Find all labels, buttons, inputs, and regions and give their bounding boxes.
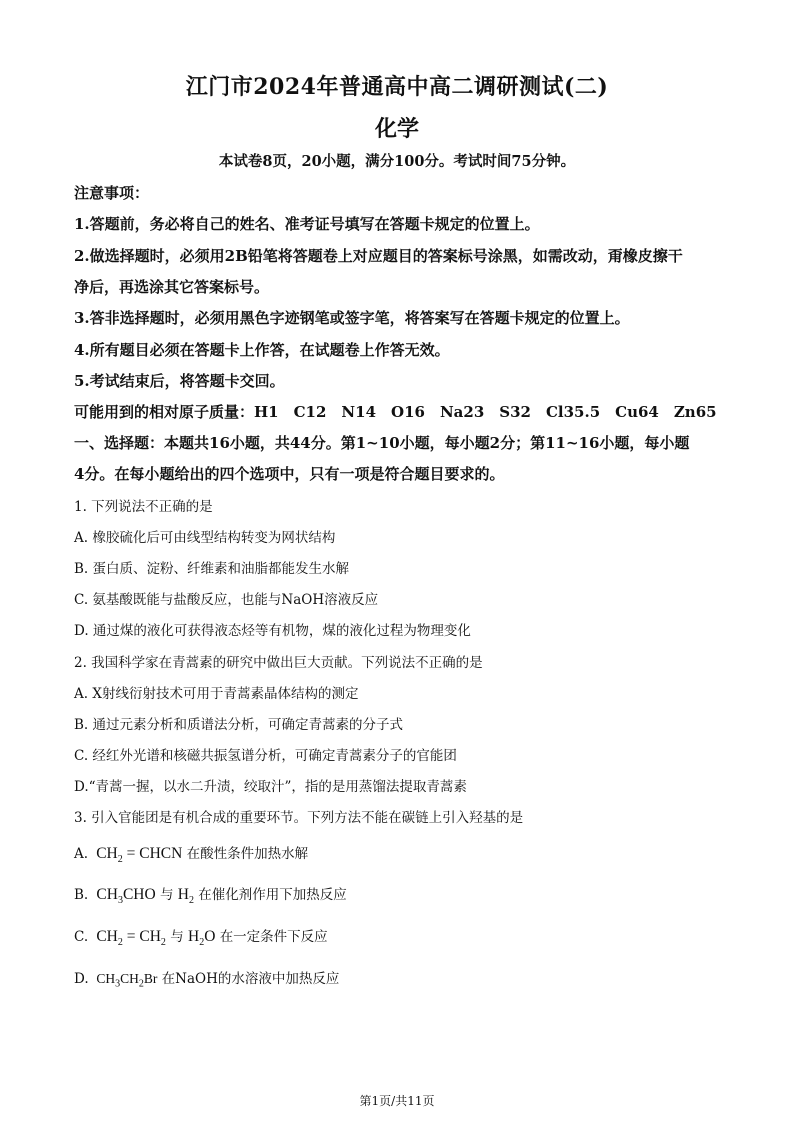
section1-intro-line2: 4分。在每小题给出的四个选项中，只有一项是符合题目要求的。 (74, 465, 505, 483)
q2-stem: 2. 我国科学家在青蒿素的研究中做出巨大贡献。下列说法不正确的是 (74, 655, 483, 671)
q3-option-b (74, 883, 734, 906)
q2-option-a: A. X射线衍射技术可用于青蒿素晶体结构的测定 (74, 686, 359, 702)
q3-option-b-text: 在催化剂作用下加热反应 (198, 887, 347, 903)
q3-option-d (74, 967, 734, 990)
q1-stem: 1. 下列说法不正确的是 (74, 499, 213, 515)
note-item-3: 3.答非选择题时，必须用黑色字迹钢笔或签字笔，将答案写在答题卡规定的位置上。 (74, 309, 630, 327)
q3-option-d-text: 在NaOH的水溶液中加热反应 (161, 971, 340, 987)
note-item-2-cont: 净后，再选涂其它答案标号。 (74, 278, 270, 296)
q2-option-d: D.“青蒿一握，以水二升渍，绞取汁”，指的是用蒸馏法提取青蒿素 (74, 779, 467, 795)
formula-hydrogen: $H_2$ (177, 886, 194, 907)
note-item-1: 1.答题前，务必将自己的姓名、准考证号填写在答题卡规定的位置上。 (74, 215, 540, 233)
q3-stem: 3. 引入官能团是有机合成的重要环节。下列方法不能在碳链上引入羟基的是 (74, 810, 524, 826)
exam-subject: 化学 (374, 116, 419, 142)
page-footer: 第1页/共11页 (359, 1094, 435, 1108)
note-item-4: 4.所有题目必须在答题卡上作答，在试题卷上作答无效。 (74, 341, 450, 359)
q1-option-c: C. 氨基酸既能与盐酸反应，也能与NaOH溶液反应 (74, 592, 379, 608)
formula-acrylonitrile: $CH_2$ = CHCN (92, 845, 183, 866)
exam-meta: 本试卷8页，20小题，满分100分。考试时间75分钟。 (218, 153, 576, 170)
section1-intro-line1: 一、选择题：本题共16小题，共44分。第1~10小题，每小题2分；第11~16小题，每小题 (74, 434, 690, 452)
formula-bromoethane: $CH_3CH_2Br$ (92, 971, 158, 990)
note-item-5: 5.考试结束后，将答题卡交回。 (74, 372, 285, 390)
q3-option-c (74, 925, 734, 948)
notes-heading: 注意事项： (74, 184, 150, 202)
q3-option-c-label: C. (74, 929, 89, 945)
formula-water: $H_2O$ (187, 928, 216, 949)
q3-option-a-label: A. (74, 846, 89, 862)
q1-option-d: D. 通过煤的液化可获得液态烃等有机物，煤的液化过程为物理变化 (74, 623, 471, 639)
q1-option-b: B. 蛋白质、淀粉、纤维素和油脂都能发生水解 (74, 561, 350, 577)
q3-option-d-label: D. (74, 971, 89, 987)
note-item-2: 2.做选择题时，必须用2B铅笔将答题卷上对应题目的答案标号涂黑，如需改动，甭橡皮擦干 (74, 247, 683, 265)
q3-option-b-label: B. (74, 887, 89, 903)
formula-acetaldehyde: $CH_3CHO$ (92, 886, 156, 907)
q2-option-c: C. 经红外光谱和核磁共振氢谱分析，可确定青蒿素分子的官能团 (74, 748, 457, 764)
q3-option-b-mid: 与 (159, 887, 174, 903)
q2-option-b: B. 通过元素分析和质谱法分析，可确定青蒿素的分子式 (74, 717, 404, 733)
formula-ethylene: $CH_2 = CH_2$ (92, 928, 166, 949)
exam-title: 江门市2024年普通高中高二调研测试(二) (185, 74, 609, 100)
q3-option-c-mid: 与 (170, 929, 184, 945)
atomic-masses: 可能用到的相对原子质量：H1 C12 N14 O16 Na23 S32 Cl35.5 Cu64 Zn65 (74, 403, 717, 421)
q1-option-a: A. 橡胶硫化后可由线型结构转变为网状结构 (74, 530, 336, 546)
q3-option-c-text: 在一定条件下反应 (219, 929, 328, 945)
q3-option-a (74, 842, 734, 865)
q3-option-a-text: 在酸性条件加热水解 (186, 846, 309, 862)
